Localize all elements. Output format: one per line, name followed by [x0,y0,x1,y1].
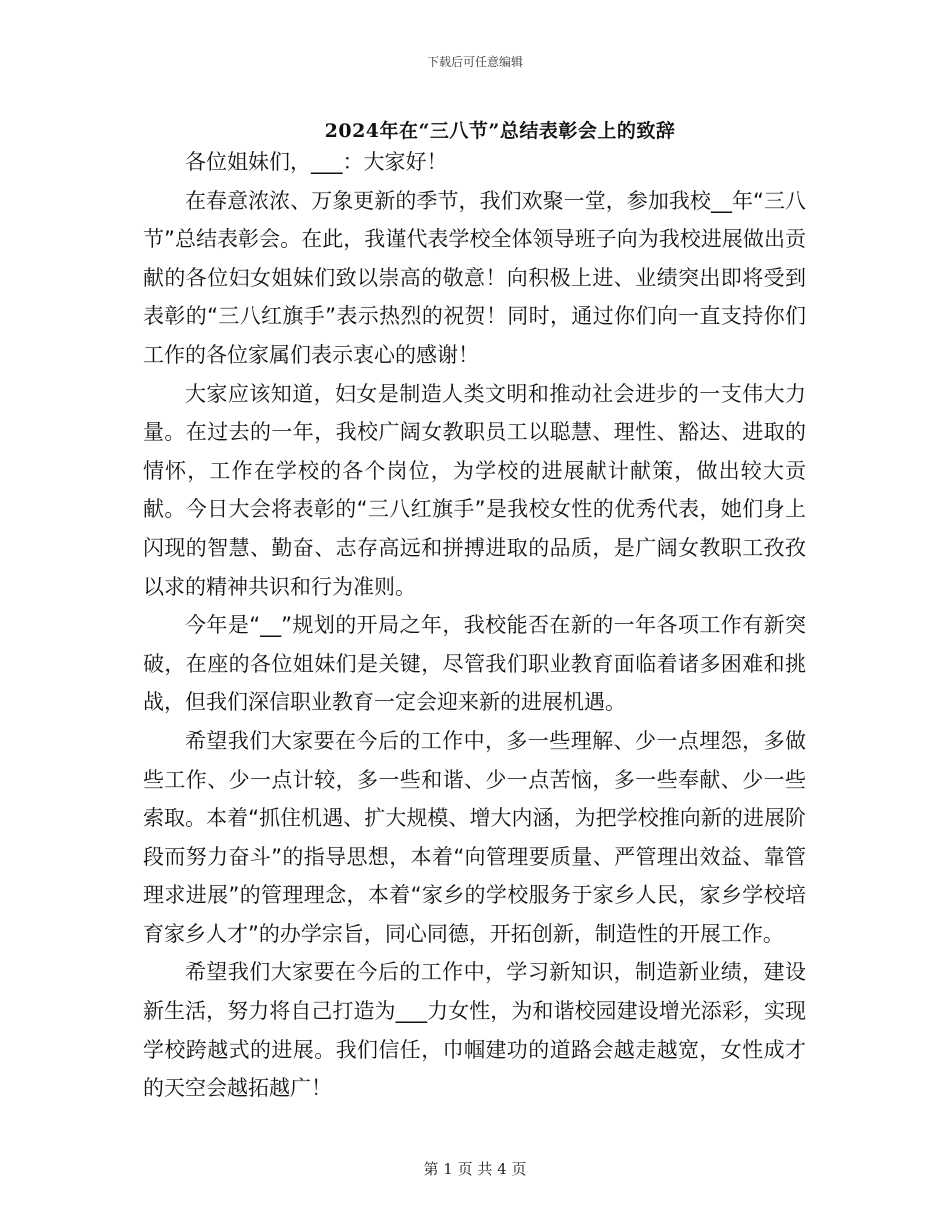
document-title: 2024年在“三八节”总结表彰会上的致辞 [324,120,676,142]
paragraph-1: 在春意浓浓、万象更新的季节，我们欢聚一堂，参加我校__年“三八节”总结表彰会。在此，我谨代表学校全体领导班子向为我校进展做出贡献的各位妇女姐妹们致以崇高的敬意！向积极上进、业绩突出即将受到表彰的“三八红旗手”表示热烈的祝贺！同时，通过你们向一直支持你们工作的各位家属们表示衷心的感谢！ [143,188,806,367]
paragraph-greeting: 各位姐妹们，___：大家好！ [185,150,448,174]
document-body [143,143,806,1108]
page-footer: 第 1 页 共 4 页 [423,1160,527,1178]
paragraph-4: 希望我们大家要在今后的工作中，多一些理解、少一点埋怨，多做些工作、少一点计较，多一些和谐、少一点苦恼，多一些奉献、少一些索取。本着“抓住机遇、扩大规模、增大内涵，为把学校推向新的进展阶段而努力奋斗”的指导思想，本着“向管理要质量、严管理出效益、靠管理求进展”的管理理念，本着“家乡的学校服务于家乡人民，家乡学校培育家乡人才”的办学宗旨，同心同德，开拓创新，制造性的开展工作。 [143,728,806,946]
paragraph-3: 今年是“__”规划的开局之年，我校能否在新的一年各项工作有新突破，在座的各位姐妹们是关键，尽管我们职业教育面临着诸多困难和挑战，但我们深信职业教育一定会迎来新的进展机遇。 [143,613,806,715]
paragraph-2: 大家应该知道，妇女是制造人类文明和推动社会进步的一支伟大力量。在过去的一年，我校广阔女教职员工以聪慧、理性、豁达、进取的情怀，工作在学校的各个岗位，为学校的进展献计献策，做出较大贡献。今日大会将表彰的“三八红旗手”是我校女性的优秀代表，她们身上闪现的智慧、勤奋、志存高远和拼搏进取的品质，是广阔女教职工孜孜以求的精神共识和行为准则。 [143,381,806,599]
paragraph-5: 希望我们大家要在今后的工作中，学习新知识，制造新业绩，建设新生活，努力将自己打造为___力女性，为和谐校园建设增光添彩，实现学校跨越式的进展。我们信任，巾帼建功的道路会越走越宽，女性成才的天空会越拓越广！ [143,960,806,1101]
page-header: 下载后可任意编辑 [426,55,523,69]
